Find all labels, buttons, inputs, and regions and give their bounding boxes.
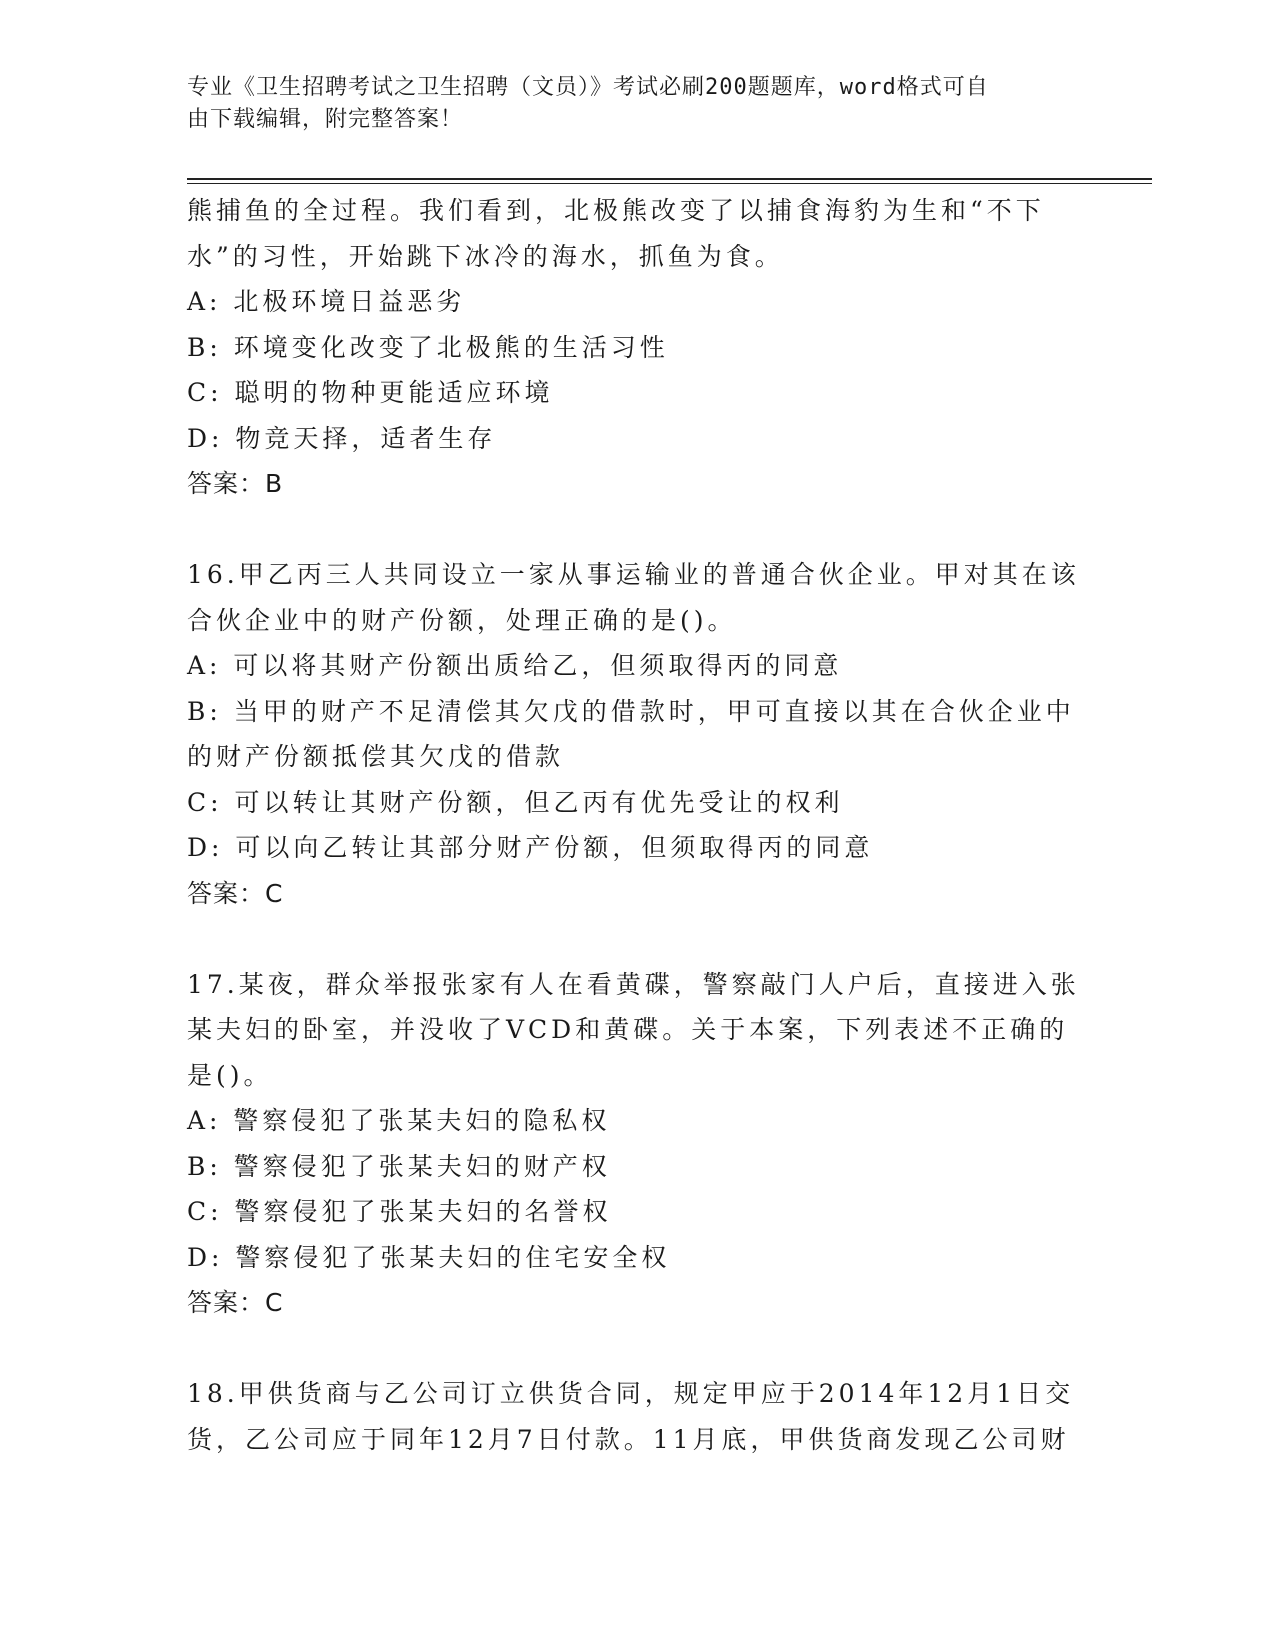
header-title-line-2: 由下载编辑，附完整答案！ [187,107,464,132]
question-stem-line: 某夫妇的卧室，并没收了VCD和黄碟。关于本案，下列表述不正确的 [187,1015,1069,1044]
question-stem-line: 水”的习性，开始跳下冰冷的海水，抓鱼为食。 [187,241,784,271]
header-divider-thick [187,178,1152,180]
answer-line: 答案：C [187,1288,284,1317]
question-stem-line: 18.甲供货商与乙公司订立供货合同，规定甲应于2014年12月1日交 [187,1379,1075,1408]
question-stem-line: 货，乙公司应于同年12月7日付款。11月底，甲供货商发现乙公司财 [187,1424,1070,1454]
document-body [187,188,1087,1462]
option-c: C: 可以转让其财产份额，但乙丙有优先受让的权利 [187,787,844,817]
option-b: B: 环境变化改变了北极熊的生活习性 [187,332,669,362]
question-spacer [187,916,1087,962]
question-stem-line: 16.甲乙丙三人共同设立一家从事运输业的普通合伙企业。甲对其在该 [187,560,1080,589]
header-title-line-1: 专业《卫生招聘考试之卫生招聘（文员）》考试必刷200题题库，word格式可自 [187,75,989,100]
option-c: C: 聪明的物种更能适应环境 [187,378,554,407]
question-18 [187,1371,1087,1462]
question-15 [187,188,1087,507]
question-16 [187,552,1087,916]
option-d: D: 可以向乙转让其部分财产份额，但须取得丙的同意 [187,833,874,862]
option-a: A: 可以将其财产份额出质给乙，但须取得丙的同意 [187,651,843,680]
question-stem-line: 是()。 [187,1060,273,1090]
header-divider-thin [187,183,1152,184]
question-stem-line: 熊捕鱼的全过程。我们看到，北极熊改变了以捕食海豹为生和“不下 [187,196,1045,225]
option-d: D: 警察侵犯了张某夫妇的住宅安全权 [187,1242,671,1272]
question-stem-line: 合伙企业中的财产份额，处理正确的是()。 [187,605,737,635]
option-b: B: 警察侵犯了张某夫妇的财产权 [187,1151,611,1181]
option-a: A: 警察侵犯了张某夫妇的隐私权 [187,1106,611,1135]
option-a: A: 北极环境日益恶劣 [187,287,466,316]
answer-line: 答案：B [187,469,284,498]
option-b-continued: 的财产份额抵偿其欠戊的借款 [187,742,565,771]
document-header [187,72,1087,136]
question-spacer [187,507,1087,553]
answer-line: 答案：C [187,878,284,908]
option-b: B: 当甲的财产不足清偿其欠戊的借款时，甲可直接以其在合伙企业中 [187,696,1075,726]
question-spacer [187,1326,1087,1372]
option-c: C: 警察侵犯了张某夫妇的名誉权 [187,1197,612,1226]
question-17 [187,962,1087,1326]
option-d: D: 物竞天择，适者生存 [187,423,497,453]
question-stem-line: 17.某夜，群众举报张家有人在看黄碟，警察敲门人户后，直接进入张 [187,969,1080,999]
